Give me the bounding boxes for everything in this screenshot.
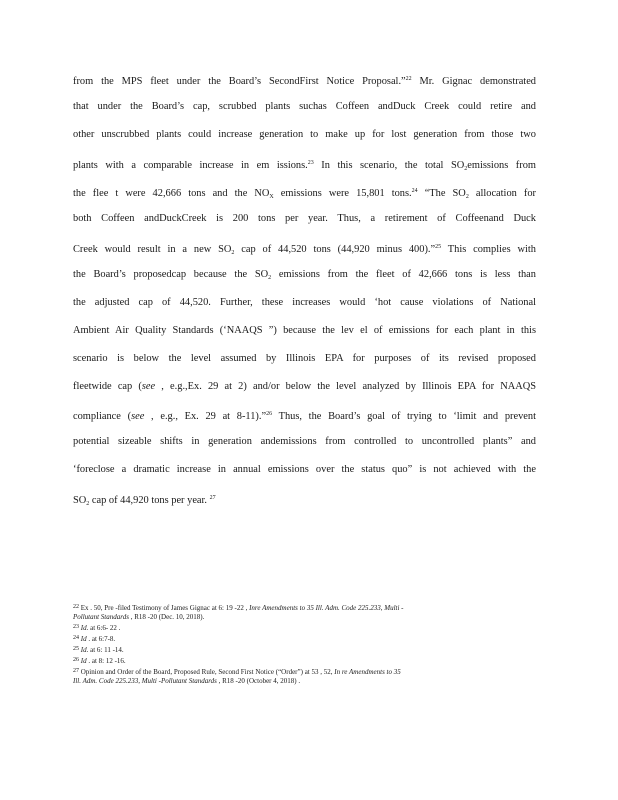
body-line-1: from the MPS fleet under the Board’s SecondFirst Notice Proposal.”$^{22}$ Mr. Gignac demonstrated <box>73 76 536 87</box>
body-line-15: ‘foreclose a dramatic increase in annual emissions over the status quo” is not achieved with the <box>73 464 536 475</box>
body-line-10: Ambient Air Quality Standards (‘NAAQS ”) because the lev el of emissions for each plant in this <box>73 325 536 336</box>
footnote-ref-24[interactable]: 24 <box>411 188 418 194</box>
body-line-7: Creek would result in a new $SO_2$ cap of 44,520 tons (44,920 minus 400).”$^{25}$ This complies with <box>73 244 536 256</box>
footnote-22-cont: Pollutant Standards , R18 -20 (Dec. 10, 2018). <box>73 613 205 621</box>
body-line-6: both Coffeen andDuckCreek is 200 tons per year. Thus, a retirement of Coffeenand Duck <box>73 213 536 224</box>
body-line-9: the adjusted cap of 44,520. Further, these increases would ‘hot cause violations of National <box>73 297 536 308</box>
body-line-3: other unscrubbed plants could increase generation to make up for lost generation from those two <box>73 129 536 140</box>
footnote-ref-27[interactable]: 27 <box>209 495 216 501</box>
footnote-27: $^{27}$ Opinion and Order of the Board, Proposed Rule, Second First Notice (“Order”) at 53 , 52, In re Amendments to 35 <box>73 668 401 676</box>
footnote-ref-26[interactable]: 26 <box>266 411 273 417</box>
footnote-ref-23[interactable]: 23 <box>307 160 314 166</box>
footnote-24: $^{24}$ Id . at 6:7-8. <box>73 635 116 643</box>
body-line-16: $SO_2$ cap of 44,920 tons per year. $^{27}$ <box>73 495 216 507</box>
footnote-26: $^{26}$ Id . at 8: 12 -16. <box>73 657 126 665</box>
body-line-5: the flee t were 42,666 tons and the $NO_X$ emissions were 15,801 tons.$^{24}$ “The $SO_2$ allocation for <box>73 188 537 200</box>
footnote-ref-22[interactable]: 22 <box>405 76 412 82</box>
body-line-4: plants with a comparable increase in em issions.$^{23}$ In this scenario, the total $SO_2emissions$ from <box>73 160 536 172</box>
body-line-12: fleetwide cap (see , e.g.,Ex. 29 at 2) and/or below the level analyzed by Illinois EPA for NAAQS <box>73 381 536 392</box>
body-line-11: scenario is below the level assumed by Illinois EPA for purposes of its revised proposed <box>73 353 536 364</box>
footnote-25: $^{25}$ Id. at 6: 11 -14. <box>73 646 124 654</box>
footnote-23: $^{23}$ Id. at 6:6- 22 . <box>73 624 121 632</box>
footnote-22: $^{22}$ Ex . 50, Pre -filed Testimony of James Gignac at 6: 19 -22 , Inre Amendments to 35 Ill. Adm. Code 225.233, Multi - <box>73 604 404 612</box>
body-line-14: potential sizeable shifts in generation andemissions from controlled to uncontrolled plants” and <box>73 436 536 447</box>
body-line-13: compliance (see , e.g., Ex. 29 at 8-11).”$^{26}$ Thus, the Board’s goal of trying to ‘limit and prevent <box>73 411 536 422</box>
body-line-8: the Board’s proposedcap because the $SO_2$ emissions from the fleet of 42,666 tons is less than <box>73 269 536 281</box>
body-line-2: that under the Board’s cap, scrubbed plants suchas Coffeen andDuck Creek could retire and <box>73 101 536 112</box>
footnote-27-cont: Ill. Adm. Code 225.233, Multi -Pollutant Standards , R18 -20 (October 4, 2018) . <box>73 677 301 685</box>
footnote-ref-25[interactable]: 25 <box>435 244 442 250</box>
